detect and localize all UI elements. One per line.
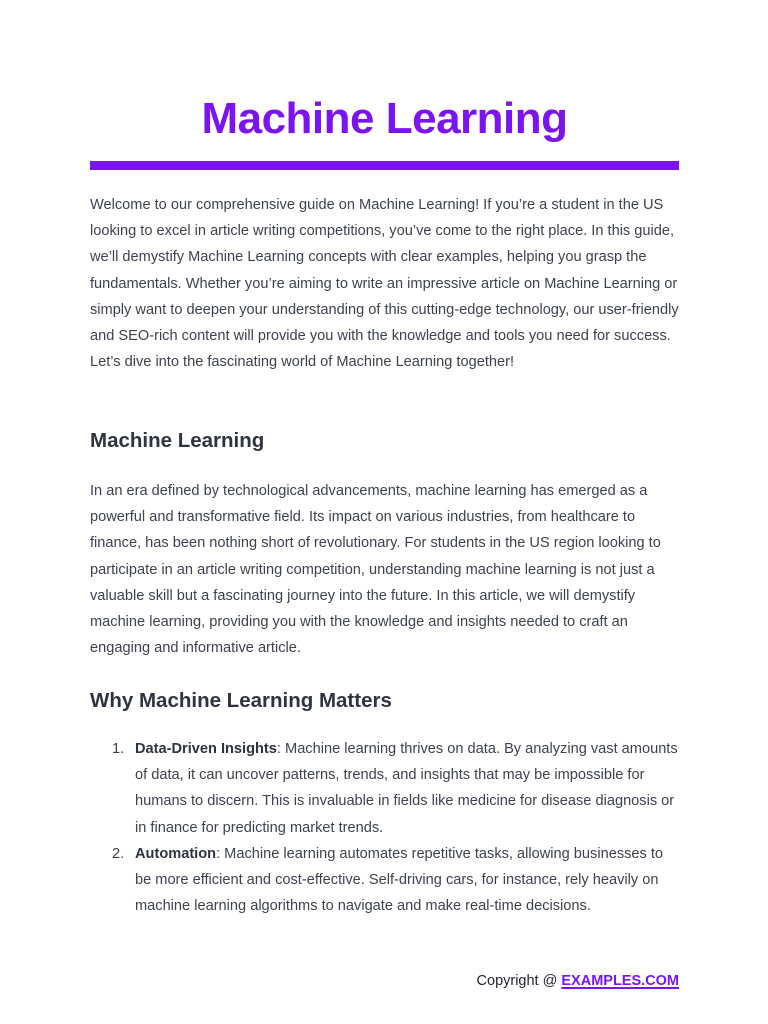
copyright-text: Copyright @ bbox=[476, 973, 562, 989]
list-item-text: : Machine learning thrives on data. By analyzing vast amounts of data, it can uncover patterns, trends, and insights that may be impossible for humans to discern. This is invaluable in fields like medicine for disease diagnosis or in finance for predicting market trends. bbox=[135, 741, 678, 836]
copyright-footer bbox=[477, 971, 679, 991]
section-heading-why-it-matters: Why Machine Learning Matters bbox=[90, 689, 392, 712]
page-title: Machine Learning bbox=[201, 94, 568, 143]
list-item-number: 2. bbox=[112, 845, 125, 862]
reasons-list bbox=[90, 736, 679, 919]
list-item-term: Automation bbox=[135, 845, 217, 862]
intro-paragraph: Welcome to our comprehensive guide on Machine Learning! If you’re a student in the US looking to excel in article writing competitions, you’ve come to the right place. In this guide, we’ll demystify Machine Learning concepts with clear examples, helping you grasp the fundamentals. Whether you’re aiming to write an impressive article on Machine Learning or simply want to deepen your understanding of this cutting-edge technology, our user-friendly and SEO-rich content will provide you with the knowledge and tools you need for success. Let’s dive into the fascinating world of Machine Learning together! bbox=[90, 197, 679, 371]
list-item bbox=[90, 736, 679, 841]
section-paragraph-machine-learning: In an era defined by technological advancements, machine learning has emerged as a powerful and transformative field. Its impact on various industries, from healthcare to finance, has been nothing short of revolutionary. For students in the US region looking to participate in an article writing competition, understanding machine learning is not just a valuable skill but a fascinating journey into the future. In this article, we will demystify machine learning, providing you with the knowledge and insights needed to craft an engaging and informative article. bbox=[90, 483, 661, 657]
list-item-number: 1. bbox=[112, 741, 125, 757]
document-page bbox=[90, 0, 679, 1024]
section-heading-machine-learning: Machine Learning bbox=[90, 429, 265, 452]
list-item bbox=[90, 841, 679, 920]
title-divider bbox=[90, 161, 679, 170]
examples-link[interactable]: EXAMPLES.COM bbox=[561, 973, 679, 989]
list-item-term: Data-Driven Insights bbox=[135, 741, 277, 757]
list-item-text: : Machine learning automates repetitive tasks, allowing businesses to be more efficient and cost-effective. Self-driving cars, for instance, rely heavily on machine learning algorithms to navigate and make real-time decisions. bbox=[135, 845, 664, 915]
